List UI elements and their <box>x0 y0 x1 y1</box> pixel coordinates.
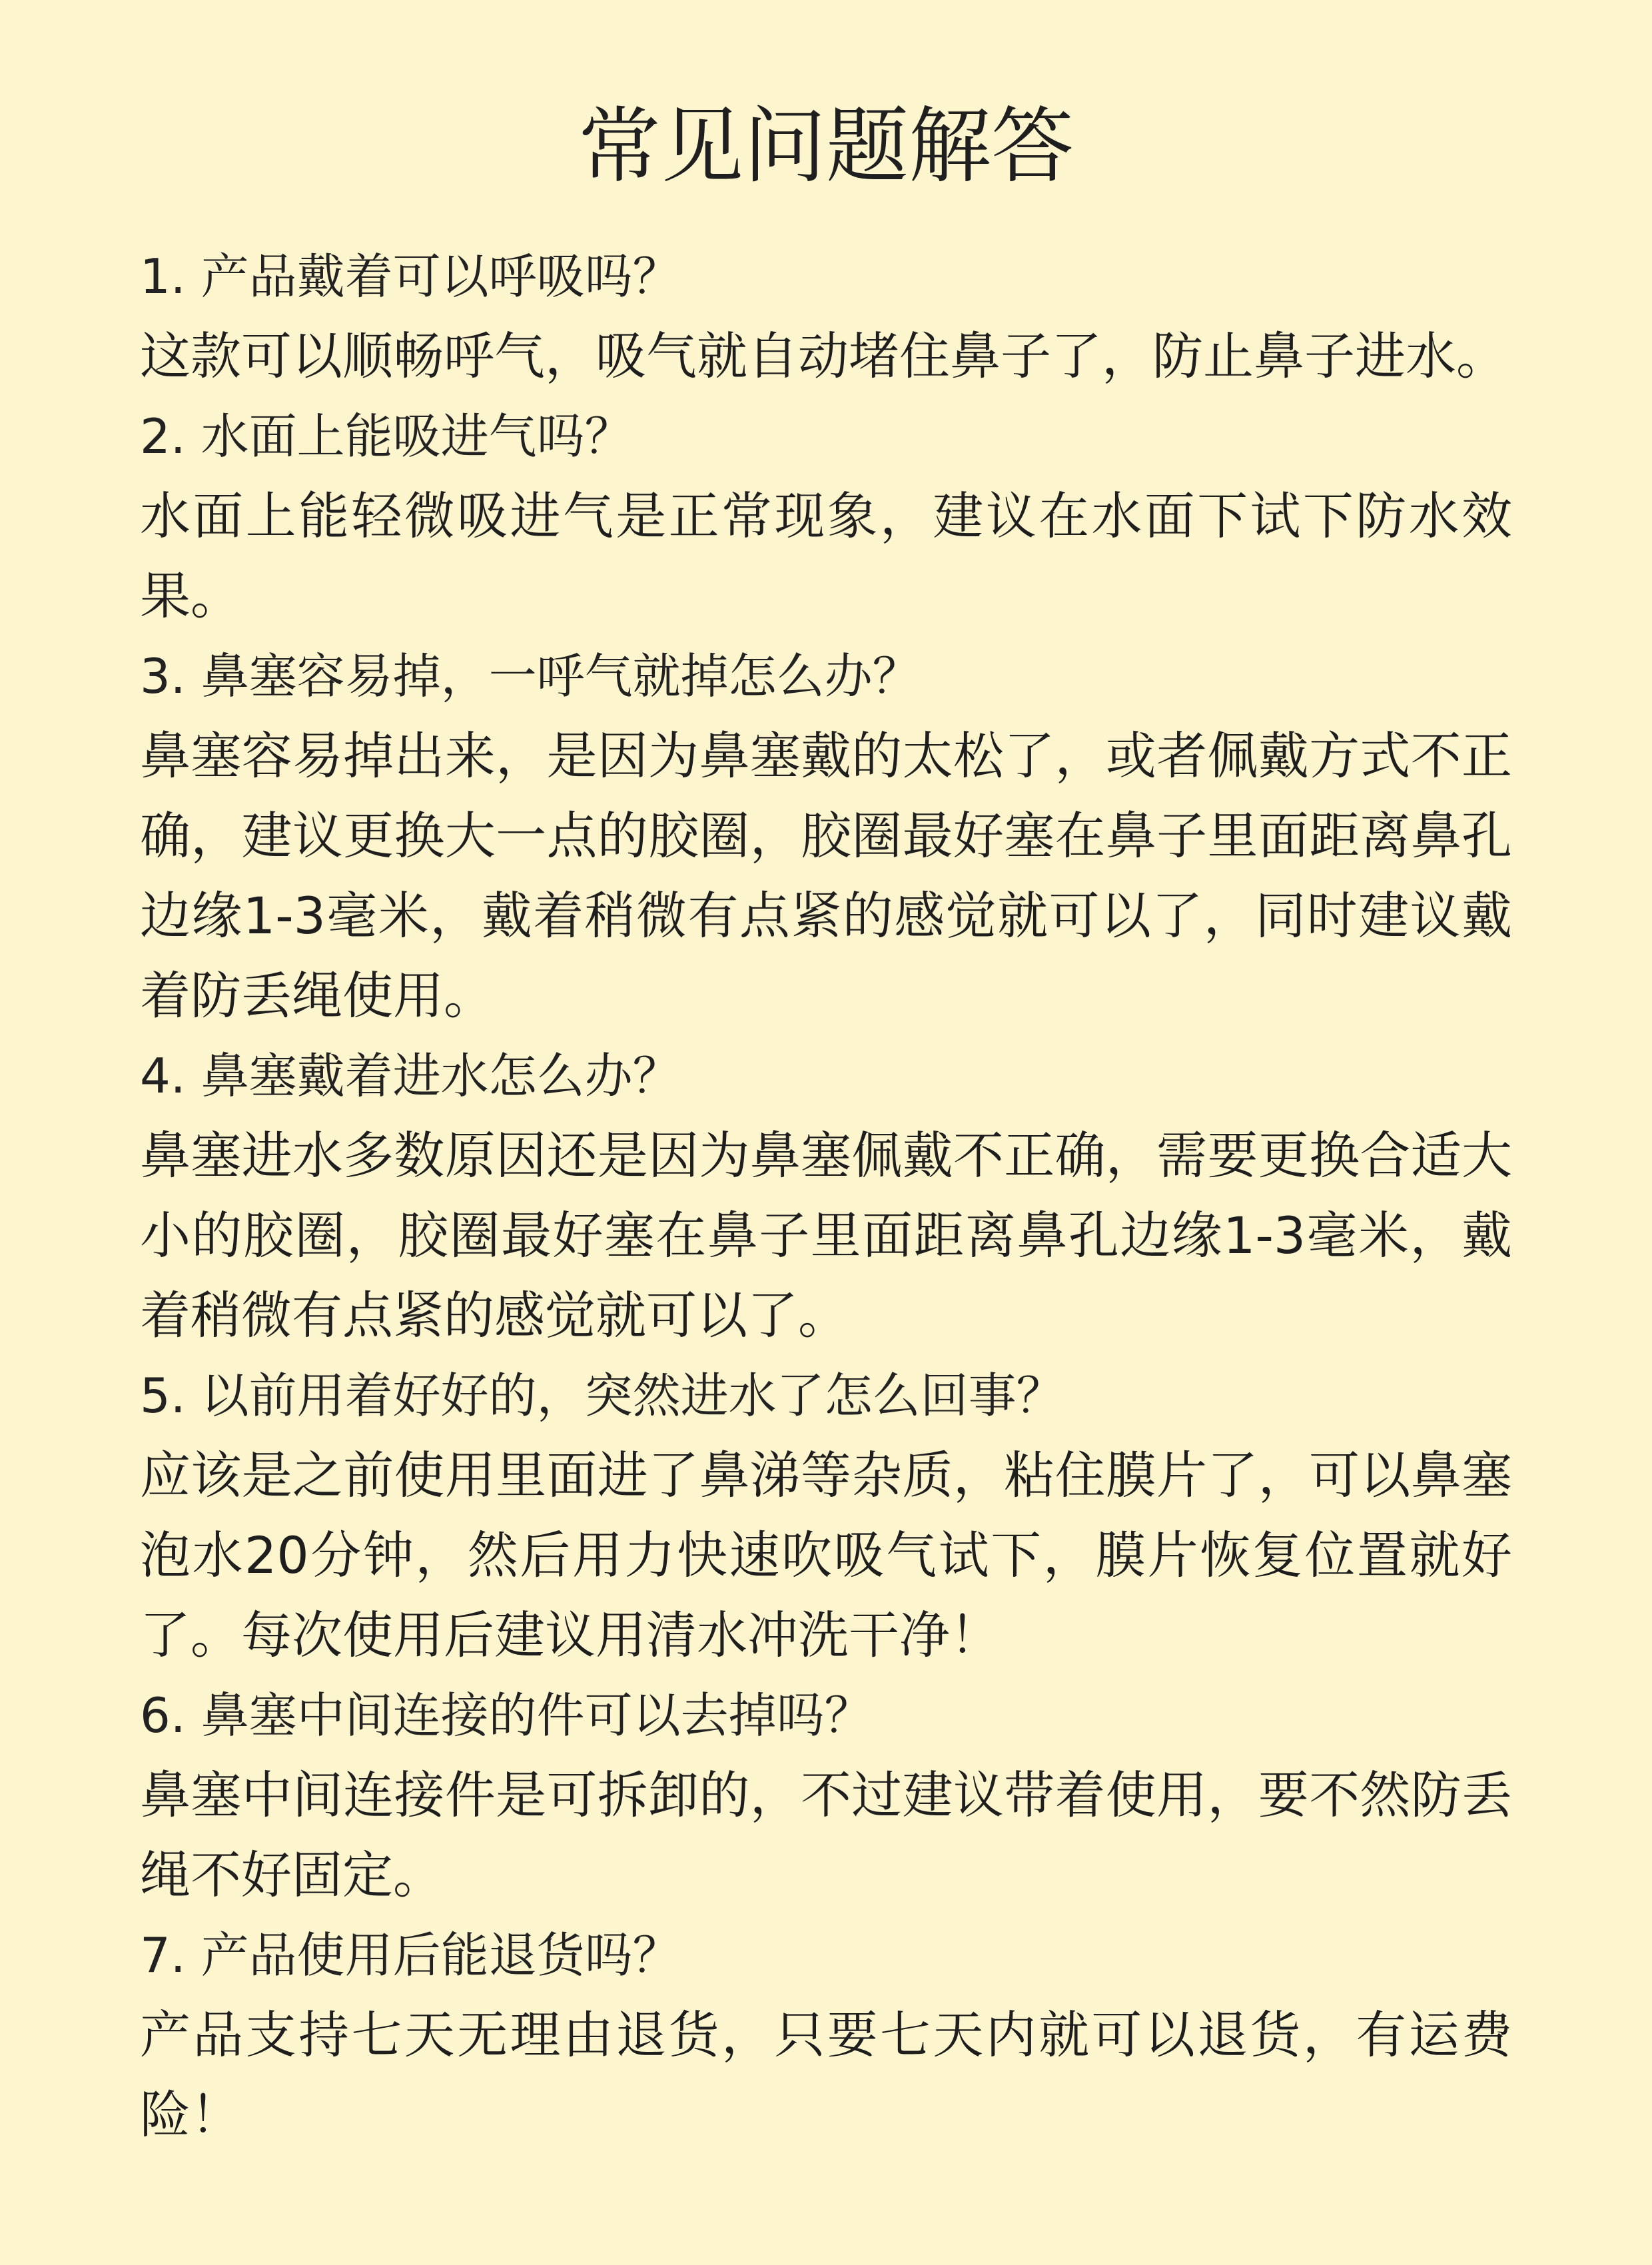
faq-list <box>140 236 1512 2155</box>
faq-item-1 <box>140 236 1512 396</box>
faq-question: 1. 产品戴着可以呼吸吗？ <box>140 248 681 304</box>
faq-question: 4. 鼻塞戴着进水怎么办？ <box>140 1048 681 1104</box>
faq-item-4 <box>140 1036 1512 1356</box>
faq-answer: 鼻塞进水多数原因还是因为鼻塞佩戴不正确，需要更换合适大小的胶圈，胶圈最好塞在鼻子里面距离鼻孔边缘1-3毫米，戴着稍微有点紧的感觉就可以了。 <box>140 1126 1512 1345</box>
faq-item-5 <box>140 1356 1512 1675</box>
faq-question: 2. 水面上能吸进气吗？ <box>140 408 633 464</box>
faq-answer: 鼻塞中间连接件是可拆卸的，不过建议带着使用，要不然防丢绳不好固定。 <box>140 1765 1512 1905</box>
faq-item-7 <box>140 1915 1512 2155</box>
faq-answer: 鼻塞容易掉出来，是因为鼻塞戴的太松了，或者佩戴方式不正确，建议更换大一点的胶圈，胶圈最好塞在鼻子里面距离鼻孔边缘1-3毫米，戴着稍微有点紧的感觉就可以了，同时建议戴着防丢绳使用。 <box>140 726 1512 1025</box>
faq-question: 3. 鼻塞容易掉，一呼气就掉怎么办？ <box>140 648 921 704</box>
faq-answer: 应该是之前使用里面进了鼻涕等杂质，粘住膜片了，可以鼻塞泡水20分钟，然后用力快速吹吸气试下，膜片恢复位置就好了。每次使用后建议用清水冲洗干净！ <box>140 1446 1512 1665</box>
faq-answer: 水面上能轻微吸进气是正常现象，建议在水面下试下防水效果。 <box>140 486 1512 626</box>
faq-answer: 产品支持七天无理由退货，只要七天内就可以退货，有运费险！ <box>140 2005 1512 2144</box>
faq-item-3 <box>140 636 1512 1036</box>
faq-question: 7. 产品使用后能退货吗？ <box>140 1927 681 1983</box>
faq-question: 6. 鼻塞中间连接的件可以去掉吗？ <box>140 1687 873 1743</box>
faq-item-6 <box>140 1675 1512 1915</box>
faq-item-2 <box>140 396 1512 636</box>
faq-answer: 这款可以顺畅呼气，吸气就自动堵住鼻子了，防止鼻子进水。 <box>140 326 1507 386</box>
page-title: 常见问题解答 <box>578 99 1074 195</box>
faq-question: 5. 以前用着好好的，突然进水了怎么回事？ <box>140 1368 1064 1424</box>
